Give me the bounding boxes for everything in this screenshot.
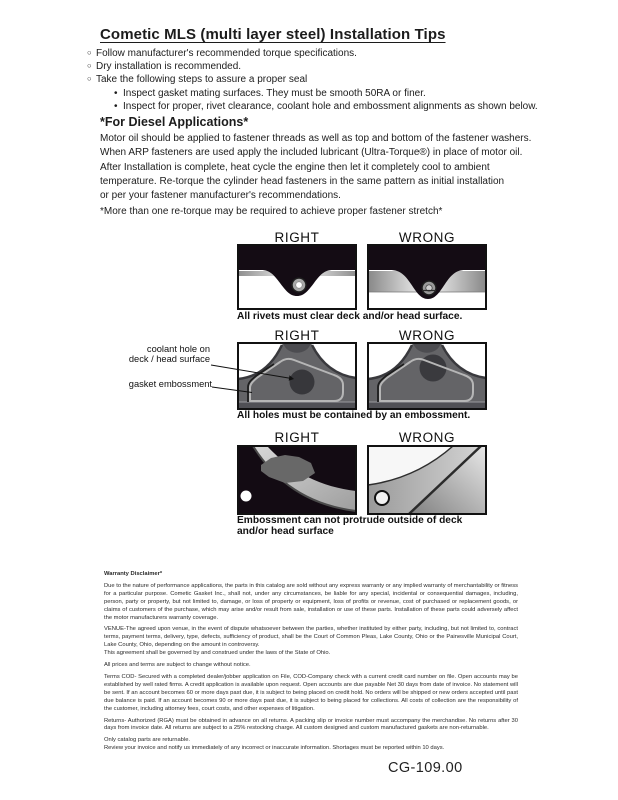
rivet-wrong-diagram [367, 244, 487, 310]
diesel-applications-heading: *For Diesel Applications* [100, 115, 249, 129]
list-item [87, 73, 538, 86]
disclaimer-paragraph: Due to the nature of performance applications, the parts in this catalog are sold without any express warranty or any implied warranty of merchantability or fitness for a particular purpose. Cometic Gasket Inc., shall not, under any circumstances, be liable for any special, incidental or consequential damages, including, person, party or property, but not limited to, damage, or loss of property or equipment, loss of profits or revenue, cost of purchased or replacement goods, or claims of customers of the purchase, which may arise and/or result from sale, installation or use of these parts. Installation of these parts could adversely affect the motor manufacturers warranty coverage. [104, 582, 518, 621]
dot-bullet-icon: • [114, 87, 118, 99]
dot-bullet-icon: • [114, 100, 118, 112]
label-line: coolant hole on [146, 344, 210, 354]
diesel-paragraph-1 [100, 132, 570, 160]
list-item-text: Inspect gasket mating surfaces. They must be smooth 50RA or finer. [123, 87, 426, 99]
disclaimer-paragraph: Terms COD- Secured with a completed dealer/jobber application on File, COD-Company check with a current credit card number on file. Open accounts may be established by well rated firms. A credit application is available upon request. Open accounts are due payable Net 30 days from date of invoice. No statement will be sent. If an account becomes 60 or more days past due, it is subject to being placed on credit hold. No orders will be shipped or new orders accepted until past due balance is paid. If an account becomes 90 or more days past due, it is subject to being placed for collections. All costs of collection are the responsibility of the customer, including attorney fees, court costs, and other expenses of litigation. [104, 673, 518, 712]
coolant-hole-wrong-diagram [367, 342, 487, 410]
row3-caption [237, 516, 462, 537]
paragraph-line: When ARP fasteners are used apply the included lubricant (Ultra-Torque®) in place of motor oil. [100, 147, 523, 158]
circle-bullet-icon: ○ [87, 48, 92, 57]
disclaimer-paragraph [104, 737, 518, 753]
page-title: Cometic MLS (multi layer steel) Installation Tips [100, 26, 446, 43]
row1-wrong-label: WRONG [398, 230, 456, 245]
warranty-disclaimer [104, 571, 518, 757]
paragraph-line: This agreement shall be governed by and construed under the laws of the State of Ohio. [104, 650, 331, 657]
list-item [87, 47, 538, 60]
sub-list-item [114, 87, 538, 100]
disclaimer-heading: Warranty Disclaimer* [104, 571, 163, 577]
rivet-right-diagram [237, 244, 357, 310]
disclaimer-paragraph [104, 626, 518, 658]
list-item-text: Inspect for proper, rivet clearance, coolant hole and embossment alignments as shown below. [123, 100, 538, 112]
list-item-text: Take the following steps to assure a proper seal [96, 74, 308, 86]
circle-bullet-icon: ○ [87, 74, 92, 84]
list-item-text: Follow manufacturer's recommended torque specifications. [96, 48, 357, 59]
list-item [87, 60, 538, 73]
caption-line: Embossment can not protrude outside of deck [237, 515, 463, 526]
paragraph-line: VENUE-The agreed upon venue, in the event of dispute whatsoever between the parties, whether instituted by either party, including, but not limited to, contract terms, payment terms, delivery, type, defects, sufficiency of product, shall be the Court of Common Pleas, Lake County, Ohio or the Painesville Municipal Court, Lake County, Ohio, depending on the amount in controversy. [104, 626, 518, 649]
row3-right-label: RIGHT [274, 430, 320, 445]
gasket-embossment-label: gasket embossment [128, 379, 212, 389]
caption-line: and/or head surface [237, 525, 334, 537]
row2-wrong-label: WRONG [398, 328, 456, 343]
coolant-hole-label [115, 344, 210, 364]
paragraph-line: Review your invoice and notify us immediately of any incorrect or inaccurate information. Shortages must be reported within 10 days. [104, 745, 445, 752]
embossment-wrong-diagram [367, 445, 487, 515]
coolant-hole-right-diagram [237, 342, 357, 410]
paragraph-line: Only catalog parts are returnable. [104, 737, 191, 744]
paragraph-line: After Installation is complete, heat cycle the engine then let it completely cool to ambient [100, 162, 490, 173]
circle-bullet-icon: ○ [87, 61, 92, 71]
sub-list-item [114, 100, 538, 113]
disclaimer-paragraph: Returns- Authorized (RGA) must be obtained in advance on all returns. A packing slip or invoice number must accompany the merchandise. No returns after 30 days from invoice date. All returns are subject to a 25% restocking charge. All custom designed and custom manufactured gaskets are non-returnable. [104, 717, 518, 732]
row2-right-label: RIGHT [274, 328, 320, 343]
paragraph-line: Motor oil should be applied to fastener threads as well as top and bottom of the fastener washers. [100, 133, 532, 144]
row1-right-label: RIGHT [274, 230, 320, 245]
list-item-text: Dry installation is recommended. [96, 61, 242, 73]
disclaimer-paragraph: All prices and terms are subject to change without notice. [104, 662, 251, 669]
row3-wrong-label: WRONG [398, 430, 456, 445]
row2-caption: All holes must be contained by an embossment. [237, 410, 471, 421]
diesel-paragraph-2 [100, 161, 570, 203]
embossment-right-diagram [237, 445, 357, 515]
document-code: CG-109.00 [388, 760, 463, 776]
installation-tips-list [87, 47, 538, 113]
row1-caption: All rivets must clear deck and/or head surface. [237, 311, 463, 322]
paragraph-line: temperature. Re-torque the cylinder head fasteners in the same pattern as initial installation [100, 176, 505, 187]
paragraph-line: or per your fastener manufacturer's recommendations. [100, 190, 341, 201]
retorque-note: *More than one re-torque may be required to achieve proper fastener stretch* [100, 206, 443, 217]
label-line: deck / head surface [128, 354, 210, 364]
